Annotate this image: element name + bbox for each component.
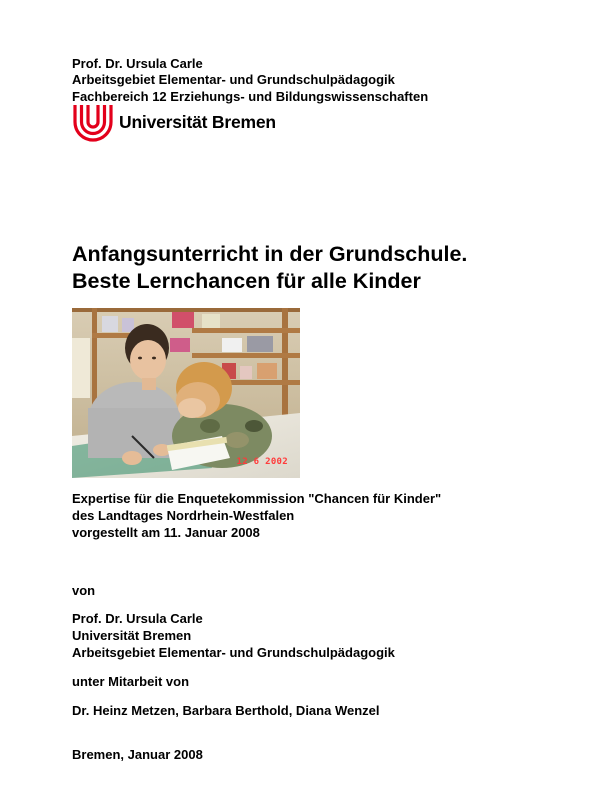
author-university: Universität Bremen (72, 628, 192, 643)
title-line-1: Anfangsunterricht in der Grundschule. (72, 242, 468, 266)
header-faculty: Fachbereich 12 Erziehungs- und Bildungswissenschaften (72, 89, 429, 104)
expertise-line-3: vorgestellt am 11. Januar 2008 (72, 525, 260, 540)
cover-photo (72, 308, 300, 478)
by-label: von (72, 583, 96, 598)
header-author: Prof. Dr. Ursula Carle (72, 56, 203, 71)
collaborators: Dr. Heinz Metzen, Barbara Berthold, Diana Wenzel (72, 703, 380, 718)
place-date: Bremen, Januar 2008 (72, 747, 203, 762)
children-at-desk-photo (72, 308, 300, 478)
author-department: Arbeitsgebiet Elementar- und Grundschulpädagogik (72, 645, 395, 660)
university-logo-mark-icon (72, 104, 114, 142)
university-logo-text: Universität Bremen (119, 112, 276, 132)
expertise-line-2: des Landtages Nordrhein-Westfalen (72, 508, 295, 523)
title-line-2: Beste Lernchancen für alle Kinder (72, 269, 421, 293)
collab-label: unter Mitarbeit von (72, 674, 190, 689)
university-logo (72, 104, 282, 142)
author-name: Prof. Dr. Ursula Carle (72, 611, 203, 626)
header-department: Arbeitsgebiet Elementar- und Grundschulpädagogik (72, 72, 395, 87)
photo-date-stamp: 12 6 2002 (236, 457, 288, 467)
expertise-line-1: Expertise für die Enquetekommission "Chancen für Kinder" (72, 491, 442, 506)
